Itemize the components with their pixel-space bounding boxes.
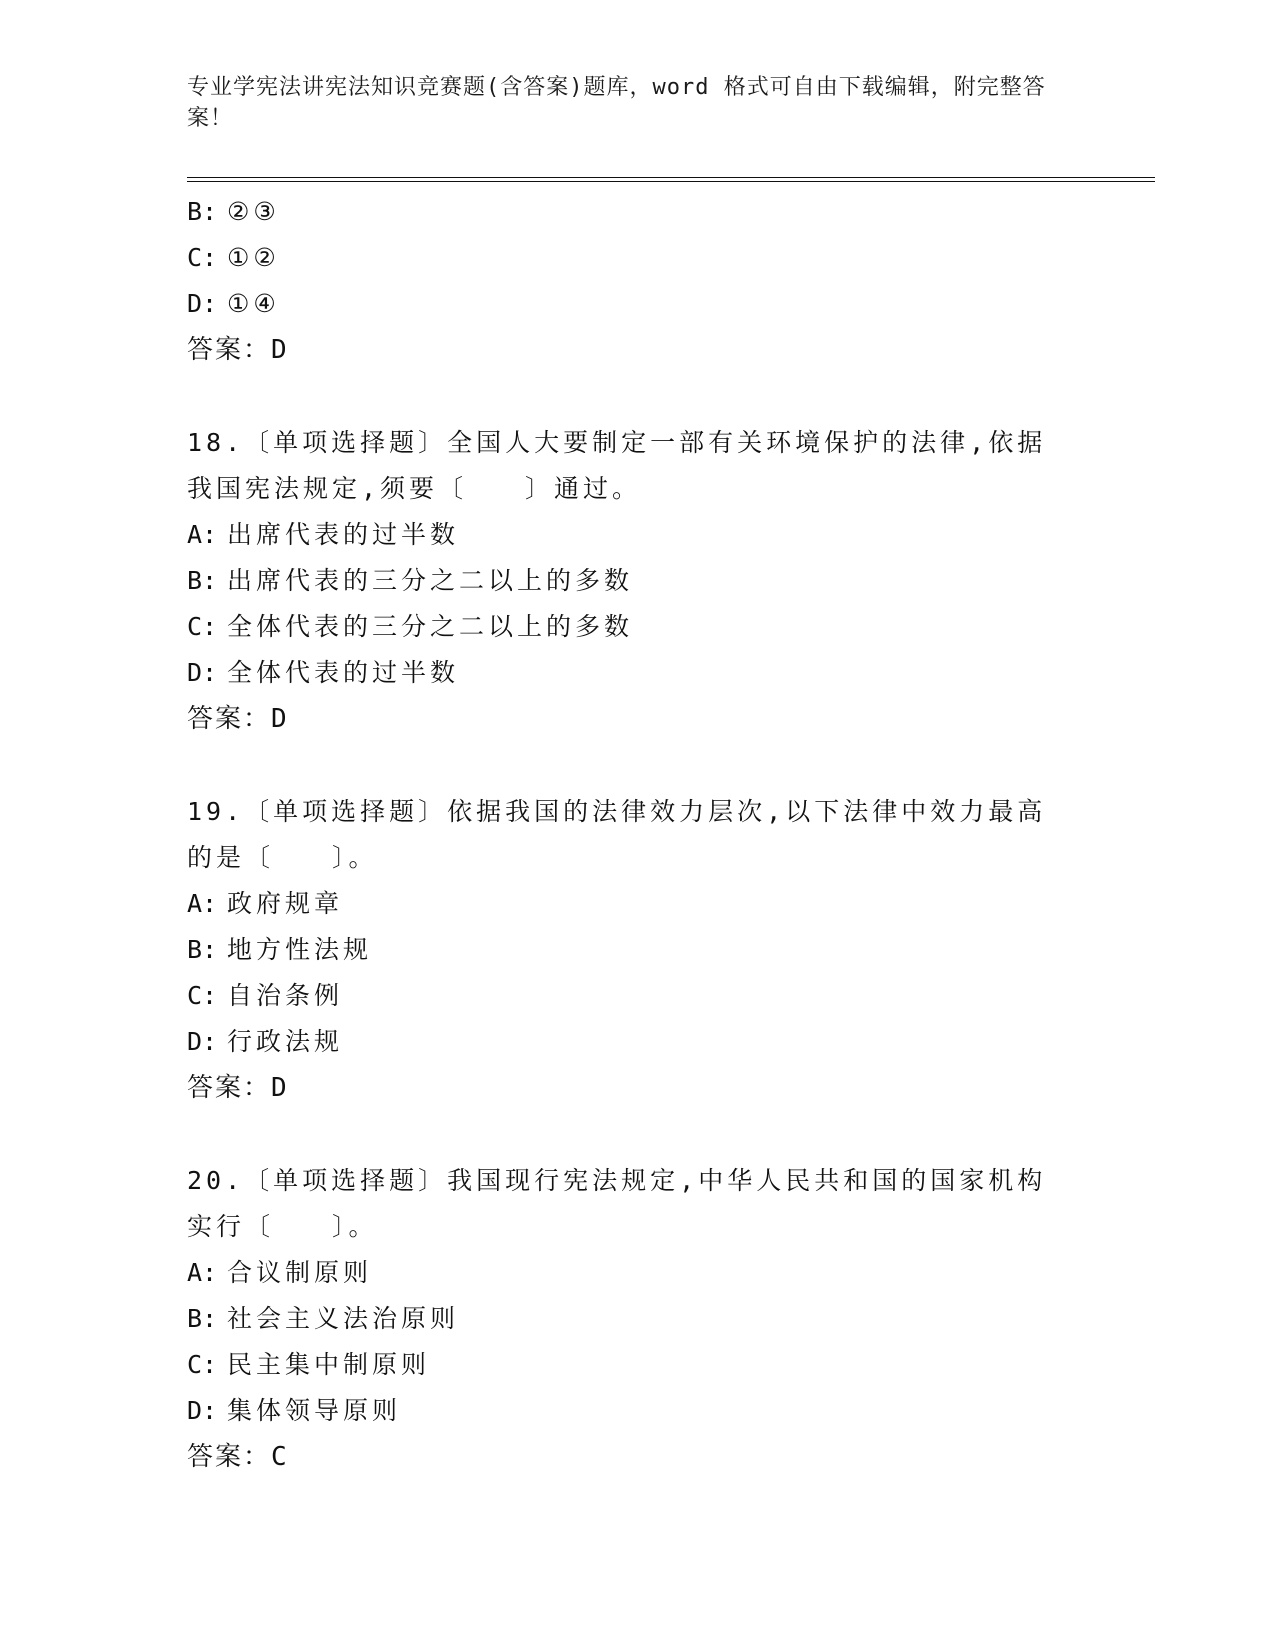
answer-label: 答案：: [187, 1442, 272, 1472]
option-b: [187, 1296, 1087, 1342]
option-text: 合议制原则: [227, 1258, 373, 1287]
answer-label: 答案：: [187, 704, 272, 734]
option-c: [187, 235, 1087, 281]
question-18: [187, 420, 1087, 742]
option-text: 政府规章: [227, 889, 344, 918]
answer-value: C: [271, 1442, 288, 1472]
answer-line: [187, 1065, 1087, 1111]
option-key: A:: [187, 889, 218, 918]
option-text: 出席代表的三分之二以上的多数: [227, 566, 634, 595]
option-a: [187, 1250, 1087, 1296]
option-text: 社会主义法治原则: [227, 1304, 460, 1333]
option-c: [187, 1342, 1087, 1388]
option-key: D:: [187, 658, 218, 687]
question-19: [187, 789, 1087, 1111]
header-rule-bottom: [187, 181, 1155, 182]
option-a: [187, 881, 1087, 927]
previous-question-tail: [187, 189, 1087, 373]
option-text: 出席代表的过半数: [227, 520, 460, 549]
option-text: 集体领导原则: [227, 1396, 402, 1425]
option-key: B:: [187, 1304, 218, 1333]
option-d: [187, 1019, 1087, 1065]
answer-value: D: [271, 335, 288, 365]
answer-line: [187, 1434, 1087, 1480]
option-key: B:: [187, 566, 218, 595]
option-key: C:: [187, 243, 218, 272]
answer-label: 答案：: [187, 335, 272, 365]
answer-label: 答案：: [187, 1073, 272, 1103]
option-a: [187, 512, 1087, 558]
option-text: ①④: [227, 289, 280, 318]
option-b: [187, 927, 1087, 973]
page-header: 专业学宪法讲宪法知识竞赛题(含答案)题库，word 格式可自由下载编辑，附完整答案！: [187, 75, 1046, 131]
option-text: ②③: [227, 197, 280, 226]
option-d: [187, 1388, 1087, 1434]
answer-line: [187, 696, 1087, 742]
option-d: [187, 650, 1087, 696]
answer-line: [187, 327, 1087, 373]
option-text: 全体代表的过半数: [227, 658, 460, 687]
question-text: 18.〔单项选择题〕全国人大要制定一部有关环境保护的法律,依据我国宪法规定,须要〔 〕通过。: [187, 428, 1047, 503]
header-rule-top: [187, 177, 1155, 178]
option-key: C:: [187, 612, 218, 641]
option-key: D:: [187, 1027, 218, 1056]
option-key: D:: [187, 289, 218, 318]
option-c: [187, 973, 1087, 1019]
option-text: 民主集中制原则: [227, 1350, 431, 1379]
option-key: B:: [187, 935, 218, 964]
question-20: [187, 1158, 1087, 1480]
question-text: 19.〔单项选择题〕依据我国的法律效力层次,以下法律中效力最高的是〔 〕。: [187, 797, 1047, 872]
answer-value: D: [271, 1073, 288, 1103]
option-d: [187, 281, 1087, 327]
option-key: A:: [187, 1258, 218, 1287]
option-b: [187, 189, 1087, 235]
option-text: 行政法规: [227, 1027, 344, 1056]
question-text: 20.〔单项选择题〕我国现行宪法规定,中华人民共和国的国家机构实行〔 〕。: [187, 1166, 1047, 1241]
answer-value: D: [271, 704, 288, 734]
option-c: [187, 604, 1087, 650]
option-key: D:: [187, 1396, 218, 1425]
option-b: [187, 558, 1087, 604]
option-key: B:: [187, 197, 218, 226]
option-key: C:: [187, 981, 218, 1010]
option-text: 自治条例: [227, 981, 344, 1010]
option-key: A:: [187, 520, 218, 549]
question-list: [187, 189, 1087, 1480]
option-text: ①②: [227, 243, 280, 272]
option-text: 地方性法规: [227, 935, 373, 964]
option-key: C:: [187, 1350, 218, 1379]
option-text: 全体代表的三分之二以上的多数: [227, 612, 634, 641]
